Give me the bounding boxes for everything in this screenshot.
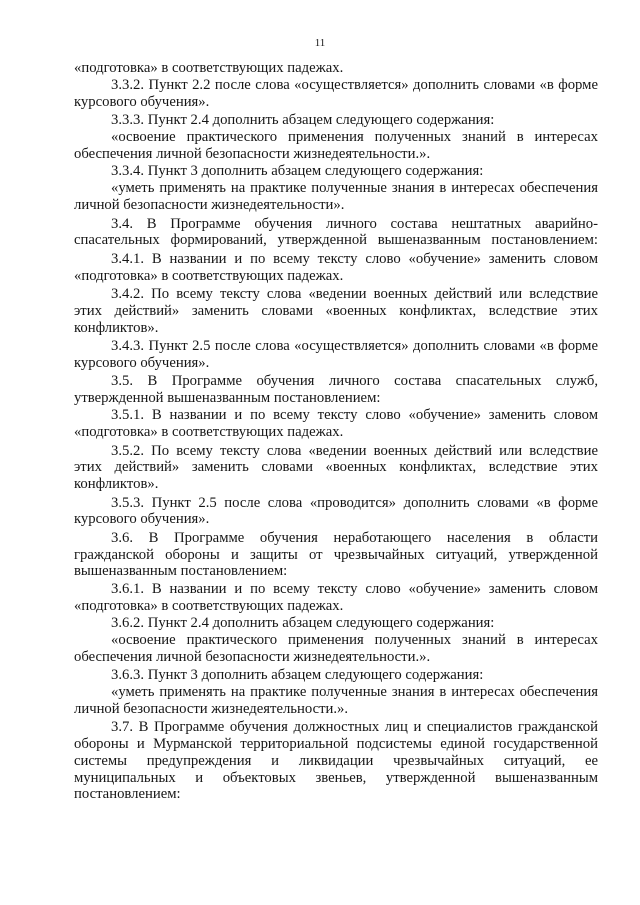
paragraph-3-7: 3.7. В Программе обучения должностных лиц и специалистов гражданской обороны и Мурманской территориальной подсистемы единой государственной системы предупреждения и ликвидации чрезвычайных ситуаций, ее муниципальных и объектовых звеньев, утвержденной вышеназванным постановлением: (74, 719, 598, 803)
paragraph-3-3-2: 3.3.2. Пункт 2.2 после слова «осуществляется» дополнить словами «в форме курсового обучения». (74, 77, 598, 111)
paragraph-3-6: 3.6. В Программе обучения неработающего населения в области гражданской обороны и защиты от чрезвычайных ситуаций, утвержденной вышеназванным постановлением: (74, 529, 598, 580)
paragraph-3-5-2: 3.5.2. По всему тексту слова «ведении военных действий или вследствие этих действий» заменить словами «военных конфликтах, вследствие этих конфликтов». (74, 442, 598, 493)
paragraph-3-4: 3.4. В Программе обучения личного состава нештатных аварийно-спасательных формирований, утвержденной вышеназванным постановлением: (74, 215, 598, 249)
paragraph-3-6-1: 3.6.1. В названии и по всему тексту слово «обучение» заменить словом «подготовка» в соответствующих падежах. (74, 580, 598, 614)
paragraph-3-4-1: 3.4.1. В названии и по всему тексту слово «обучение» заменить словом «подготовка» в соответствующих падежах. (74, 250, 598, 284)
paragraph-3-5: 3.5. В Программе обучения личного состава спасательных служб, утвержденной вышеназванным постановлением: (74, 373, 598, 407)
paragraph-quote-osvoenie-2: «освоение практического применения полученных знаний в интересах обеспечения личной безопасности жизнедеятельности.». (74, 632, 598, 666)
paragraph-3-6-3: 3.6.3. Пункт 3 дополнить абзацем следующего содержания: (111, 666, 484, 683)
paragraph-3-5-3: 3.5.3. Пункт 2.5 после слова «проводится» дополнить словами «в форме курсового обучения». (74, 494, 598, 528)
paragraph-3-4-3: 3.4.3. Пункт 2.5 после слова «осуществляется» дополнить словами «в форме курсового обучения». (74, 338, 598, 371)
page-number: 11 (314, 37, 326, 49)
paragraph-3-5-1: 3.5.1. В названии и по всему тексту слово «обучение» заменить словом «подготовка» в соответствующих падежах. (74, 407, 598, 441)
paragraph-3-3-3: 3.3.3. Пункт 2.4 дополнить абзацем следующего содержания: (111, 111, 495, 128)
paragraph-quote-umet: «уметь применять на практике полученные знания в интересах обеспечения личной безопасности жизнедеятельности». (74, 180, 598, 214)
paragraph-quote-umet-2: «уметь применять на практике полученные знания в интересах обеспечения личной безопасности жизнедеятельности.». (74, 683, 598, 717)
document-body (74, 60, 598, 804)
paragraph-3-4-2: 3.4.2. По всему тексту слова «ведении военных действий или вследствие этих действий» заменить словами «военных конфликтах, вследствие этих конфликтов». (74, 285, 598, 336)
paragraph-continuation: «подготовка» в соответствующих падежах. (74, 60, 344, 76)
paragraph-quote-osvoenie: «освоение практического применения полученных знаний в интересах обеспечения личной безопасности жизнедеятельности.». (74, 128, 598, 162)
paragraph-3-6-2: 3.6.2. Пункт 2.4 дополнить абзацем следующего содержания: (111, 615, 495, 631)
paragraph-3-3-4: 3.3.4. Пункт 3 дополнить абзацем следующего содержания: (111, 163, 484, 180)
